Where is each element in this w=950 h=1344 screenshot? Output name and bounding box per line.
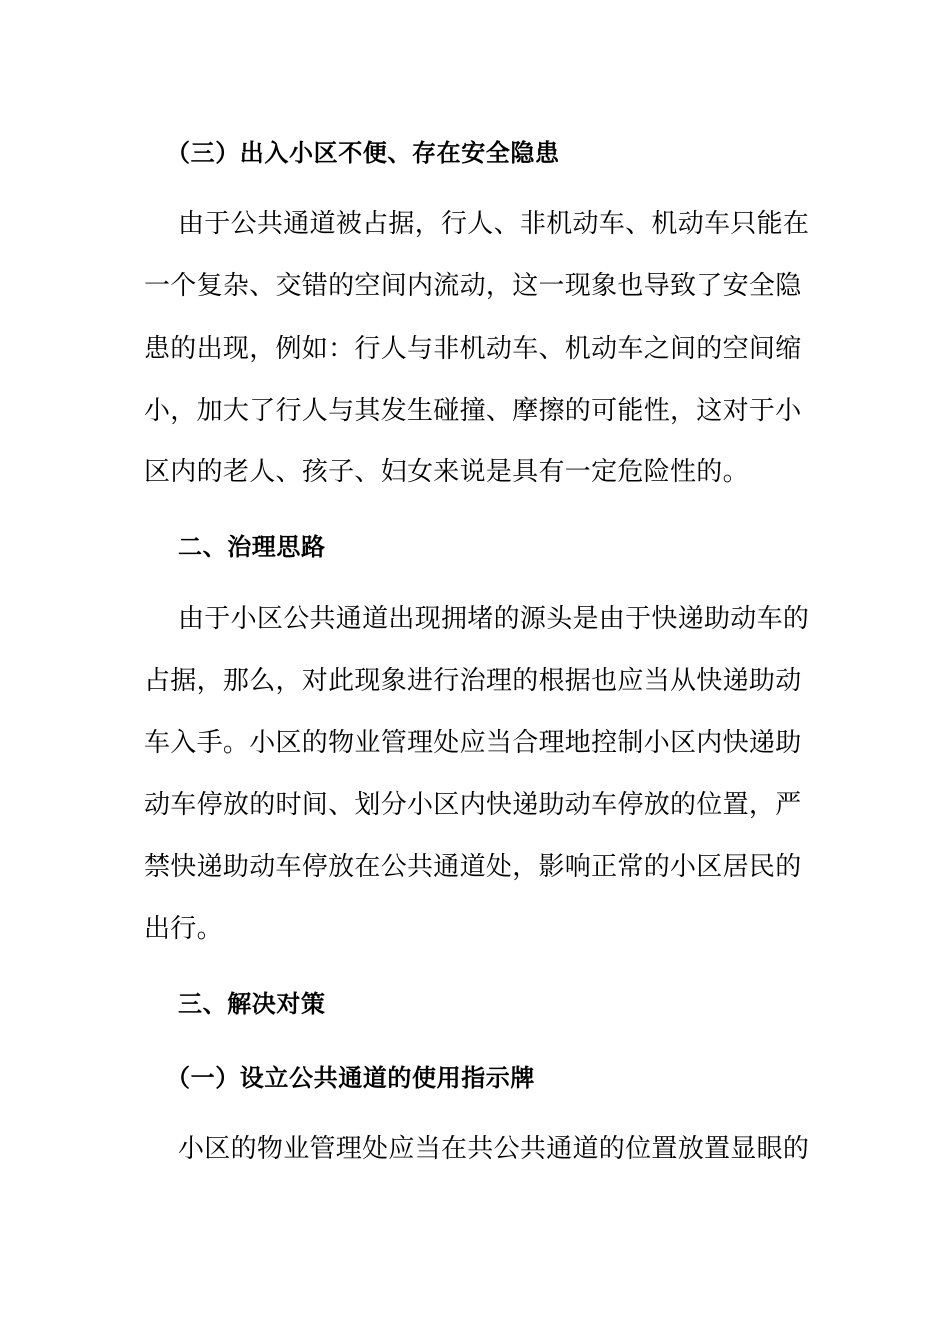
paragraph-line: 由于小区公共通道出现拥堵的源头是由于快递助动车的 <box>178 604 810 634</box>
paragraph-line: 区内的老人、孩子、妇女来说是具有一定危险性的。 <box>144 457 749 487</box>
paragraph-line: 占据，那么，对此现象进行治理的根据也应当从快递助动 <box>144 666 802 696</box>
subsection-heading-signage: （一）设立公共通道的使用指示牌 <box>166 1064 535 1092</box>
paragraph-line: 患的出现，例如：行人与非机动车、机动车之间的空间缩 <box>144 334 802 364</box>
paragraph-line: 一个复杂、交错的空间内流动，这一现象也导致了安全隐 <box>144 271 802 301</box>
section-heading-governance-approach: 二、治理思路 <box>178 533 326 561</box>
paragraph-line: 禁快递助动车停放在公共通道处，影响正常的小区居民的 <box>144 852 802 882</box>
paragraph-line: 由于公共通道被占据，行人、非机动车、机动车只能在 <box>178 209 810 239</box>
paragraph-line: 小，加大了行人与其发生碰撞、摩擦的可能性，这对于小 <box>144 396 802 426</box>
paragraph-line: 小区的物业管理处应当在共公共通道的位置放置显眼的 <box>178 1134 810 1164</box>
paragraph-line: 动车停放的时间、划分小区内快递助动车停放的位置，严 <box>144 790 802 820</box>
paragraph-line: 出行。 <box>144 914 223 944</box>
section-heading-countermeasures: 三、解决对策 <box>178 990 326 1018</box>
section-heading-safety-hazards: （三）出入小区不便、存在安全隐患 <box>166 139 560 167</box>
paragraph-line: 车入手。小区的物业管理处应当合理地控制小区内快递助 <box>144 728 802 758</box>
